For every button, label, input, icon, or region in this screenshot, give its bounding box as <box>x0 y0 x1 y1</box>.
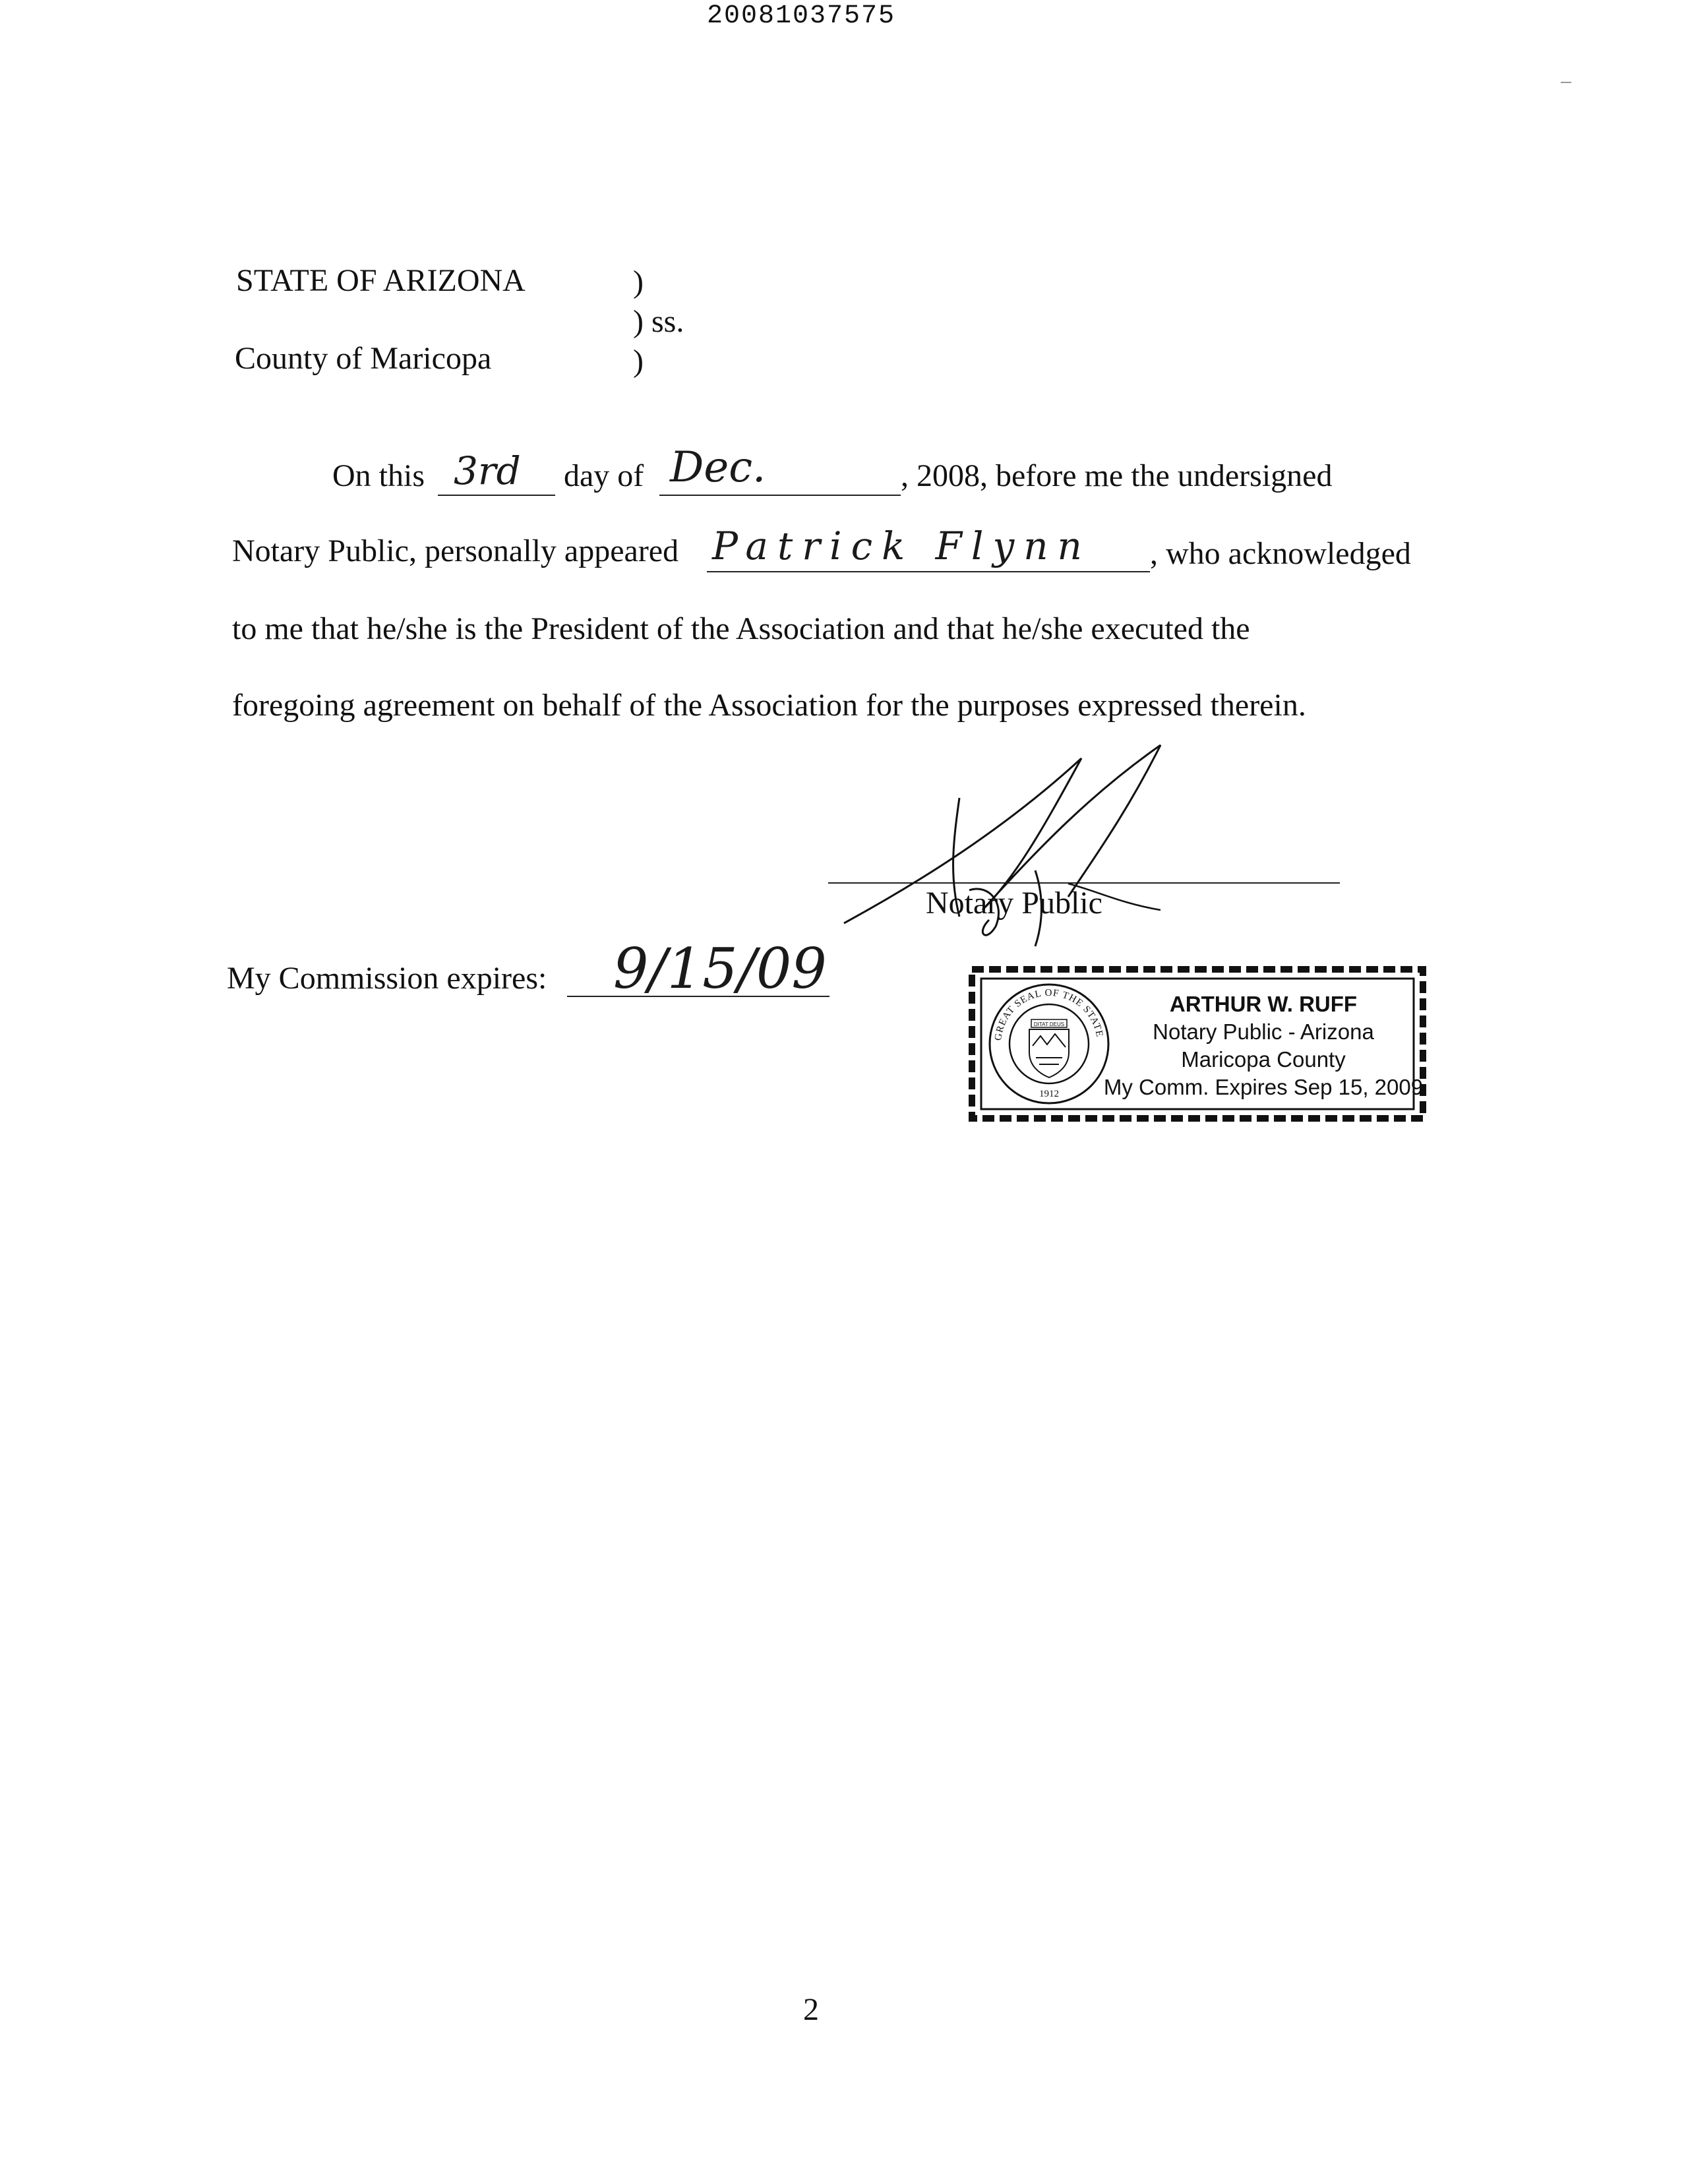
handwritten-day: 3rd <box>454 448 521 493</box>
page-number: 2 <box>803 1992 819 2027</box>
venue-county: County of Maricopa <box>235 341 492 376</box>
venue-paren: ) <box>633 344 644 379</box>
handwritten-commission-date: 9/15/09 <box>613 936 827 1001</box>
stamp-expiration: My Comm. Expires Sep 15, 2009 <box>1103 1075 1424 1099</box>
handwritten-month: Dec. <box>670 443 766 492</box>
body-line: foregoing agreement on behalf of the Association for the purposes expressed therein. <box>232 688 1306 723</box>
month-underline <box>659 495 901 496</box>
day-of-text: day of <box>564 458 644 493</box>
svg-text:DITAT DEUS: DITAT DEUS <box>1033 1021 1065 1027</box>
svg-text:GREAT SEAL OF THE STATE OF ARI: GREAT SEAL OF THE STATE OF ARIZONA <box>982 972 1105 1042</box>
handwritten-person-name: Patrick Flynn <box>712 524 1091 568</box>
venue-paren: ) <box>633 264 644 299</box>
document-number: 20081037575 <box>707 1 896 31</box>
year-text: , 2008, before me the undersigned <box>901 458 1333 493</box>
state-seal-icon <box>982 972 1112 1108</box>
notary-stamp <box>967 964 1428 1124</box>
svg-text:1912: 1912 <box>1039 1089 1059 1099</box>
person-underline <box>707 571 1150 572</box>
appeared-text: Notary Public, personally appeared <box>232 533 679 568</box>
commission-label: My Commission expires: <box>227 961 547 996</box>
on-this-text: On this <box>332 458 425 493</box>
stamp-county: Maricopa County <box>1181 1047 1346 1072</box>
stamp-notary-title: Notary Public - Arizona <box>1153 1019 1374 1044</box>
venue-state: STATE OF ARIZONA <box>236 263 526 298</box>
acknowledged-text: , who acknowledged <box>1150 536 1411 571</box>
day-underline <box>438 495 555 496</box>
stamp-notary-name: ARTHUR W. RUFF <box>1169 992 1358 1016</box>
scan-mark <box>1561 82 1571 83</box>
body-line: to me that he/she is the President of the Association and that he/she executed the <box>232 611 1250 646</box>
notary-public-label: Notary Public <box>926 886 1102 921</box>
venue-ss: ) ss. <box>633 304 684 339</box>
